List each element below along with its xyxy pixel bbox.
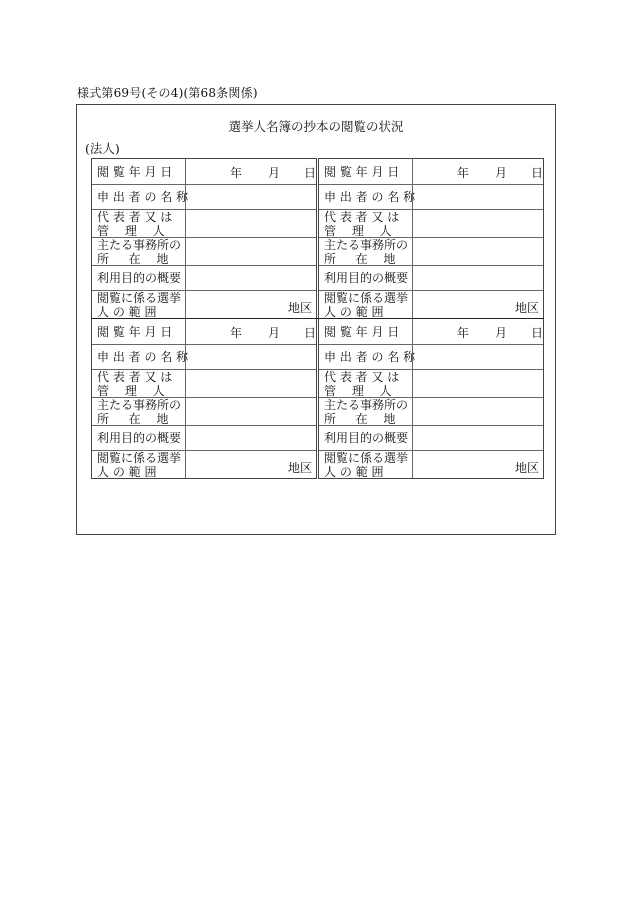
row-office-location xyxy=(319,237,543,265)
applicant-name-label xyxy=(92,345,189,369)
row-applicant-name xyxy=(319,184,543,209)
row-purpose xyxy=(319,425,543,450)
voter-scope-label xyxy=(92,291,186,318)
row-representative xyxy=(319,209,543,237)
row-inspection-date xyxy=(319,159,543,184)
inspection-date-field[interactable] xyxy=(413,159,543,184)
label-text: 利用目的の概要 xyxy=(324,271,409,285)
month-unit: 月 xyxy=(495,326,508,340)
area-unit: 地区 xyxy=(287,461,312,475)
label-text: 人 の 範 囲 xyxy=(324,464,384,479)
voter-scope-label xyxy=(92,451,186,478)
label-text: 所 在 地 xyxy=(97,411,169,426)
row-representative xyxy=(92,369,316,397)
label-text: 主たる事務所の xyxy=(97,397,182,412)
representative-label xyxy=(92,210,186,237)
category-label: (法人) xyxy=(85,141,120,156)
record-block xyxy=(91,318,544,479)
label-text: 所 在 地 xyxy=(324,411,396,426)
label-text: 管 理 人 xyxy=(324,223,392,238)
row-office-location xyxy=(92,237,316,265)
voter-scope-label xyxy=(319,291,413,318)
inspection-date-label xyxy=(319,159,413,184)
office-location-label xyxy=(92,398,186,425)
row-applicant-name xyxy=(319,344,543,369)
applicant-name-label xyxy=(92,185,189,209)
inspection-table xyxy=(91,158,544,479)
label-text: 人 の 範 囲 xyxy=(97,464,157,479)
area-unit: 地区 xyxy=(514,301,539,315)
row-applicant-name xyxy=(92,184,316,209)
label-text: 主たる事務所の xyxy=(324,397,409,412)
office-location-field[interactable] xyxy=(413,238,543,265)
day-unit: 日 xyxy=(531,326,544,340)
label-text: 閲 覧 年 月 日 xyxy=(97,164,173,179)
representative-field[interactable] xyxy=(413,370,543,397)
label-text: 閲 覧 年 月 日 xyxy=(97,324,173,339)
representative-field[interactable] xyxy=(413,210,543,237)
representative-field[interactable] xyxy=(186,210,316,237)
inspection-date-label xyxy=(319,319,413,344)
purpose-label xyxy=(319,266,413,290)
representative-field[interactable] xyxy=(186,370,316,397)
purpose-label xyxy=(319,426,413,450)
row-office-location xyxy=(319,397,543,425)
applicant-name-label xyxy=(319,345,416,369)
purpose-field[interactable] xyxy=(413,426,543,450)
month-unit: 月 xyxy=(268,326,281,340)
month-unit: 月 xyxy=(495,166,508,180)
year-unit: 年 xyxy=(457,166,470,180)
row-voter-scope xyxy=(319,450,543,478)
record-column-left xyxy=(91,319,317,479)
purpose-label xyxy=(92,426,186,450)
row-voter-scope xyxy=(319,290,543,318)
purpose-field[interactable] xyxy=(413,266,543,290)
area-unit: 地区 xyxy=(514,461,539,475)
label-text: 利用目的の概要 xyxy=(324,431,409,445)
office-location-label xyxy=(319,238,413,265)
month-unit: 月 xyxy=(268,166,281,180)
row-purpose xyxy=(92,265,316,290)
voter-scope-field[interactable] xyxy=(186,291,316,318)
voter-scope-label xyxy=(319,451,413,478)
label-text: 人 の 範 囲 xyxy=(324,304,384,319)
applicant-name-field[interactable] xyxy=(413,185,543,209)
label-text: 主たる事務所の xyxy=(324,237,409,252)
inspection-date-field[interactable] xyxy=(413,319,543,344)
representative-label xyxy=(319,210,413,237)
year-unit: 年 xyxy=(230,326,243,340)
row-representative xyxy=(92,209,316,237)
row-applicant-name xyxy=(92,344,316,369)
purpose-field[interactable] xyxy=(186,266,316,290)
office-location-field[interactable] xyxy=(186,238,316,265)
label-text: 代 表 者 又 は xyxy=(97,369,173,384)
label-text: 閲覧に係る選挙 xyxy=(324,290,409,305)
applicant-name-field[interactable] xyxy=(186,345,316,369)
label-text: 閲 覧 年 月 日 xyxy=(324,324,400,339)
inspection-date-field[interactable] xyxy=(186,159,316,184)
inspection-date-field[interactable] xyxy=(186,319,316,344)
applicant-name-label xyxy=(319,185,416,209)
label-text: 所 在 地 xyxy=(324,251,396,266)
day-unit: 日 xyxy=(304,326,317,340)
purpose-field[interactable] xyxy=(186,426,316,450)
document-title: 選挙人名簿の抄本の閲覧の状況 xyxy=(228,119,404,134)
label-text: 代 表 者 又 は xyxy=(324,369,400,384)
form-frame xyxy=(76,104,556,535)
label-text: 利用目的の概要 xyxy=(97,271,182,285)
label-text: 利用目的の概要 xyxy=(97,431,182,445)
voter-scope-field[interactable] xyxy=(413,451,543,478)
label-text: 閲 覧 年 月 日 xyxy=(324,164,400,179)
area-unit: 地区 xyxy=(287,301,312,315)
row-representative xyxy=(319,369,543,397)
office-location-field[interactable] xyxy=(186,398,316,425)
record-column-right xyxy=(318,158,544,318)
label-text: 代 表 者 又 は xyxy=(97,209,173,224)
office-location-label xyxy=(319,398,413,425)
row-inspection-date xyxy=(319,319,543,344)
row-voter-scope xyxy=(92,290,316,318)
row-purpose xyxy=(92,425,316,450)
label-text: 代 表 者 又 は xyxy=(324,209,400,224)
label-text: 申 出 者 の 名 称 xyxy=(324,190,416,204)
row-office-location xyxy=(92,397,316,425)
year-unit: 年 xyxy=(457,326,470,340)
label-text: 申 出 者 の 名 称 xyxy=(97,350,189,364)
inspection-date-label xyxy=(92,159,186,184)
purpose-label xyxy=(92,266,186,290)
row-purpose xyxy=(319,265,543,290)
office-location-label xyxy=(92,238,186,265)
label-text: 閲覧に係る選挙 xyxy=(97,450,182,465)
label-text: 閲覧に係る選挙 xyxy=(97,290,182,305)
record-column-left xyxy=(91,158,317,318)
record-column-right xyxy=(318,319,544,479)
applicant-name-field[interactable] xyxy=(186,185,316,209)
label-text: 管 理 人 xyxy=(97,223,165,238)
row-voter-scope xyxy=(92,450,316,478)
label-text: 申 出 者 の 名 称 xyxy=(97,190,189,204)
office-location-field[interactable] xyxy=(413,398,543,425)
year-unit: 年 xyxy=(230,166,243,180)
label-text: 閲覧に係る選挙 xyxy=(324,450,409,465)
day-unit: 日 xyxy=(304,166,317,180)
label-text: 人 の 範 囲 xyxy=(97,304,157,319)
day-unit: 日 xyxy=(531,166,544,180)
representative-label xyxy=(92,370,186,397)
label-text: 主たる事務所の xyxy=(97,237,182,252)
label-text: 管 理 人 xyxy=(97,383,165,398)
form-number: 様式第69号(その4)(第68条関係) xyxy=(77,86,258,100)
applicant-name-field[interactable] xyxy=(413,345,543,369)
inspection-date-label xyxy=(92,319,186,344)
label-text: 所 在 地 xyxy=(97,251,169,266)
label-text: 管 理 人 xyxy=(324,383,392,398)
representative-label xyxy=(319,370,413,397)
row-inspection-date xyxy=(92,319,316,344)
label-text: 申 出 者 の 名 称 xyxy=(324,350,416,364)
voter-scope-field[interactable] xyxy=(186,451,316,478)
record-block xyxy=(91,158,544,318)
voter-scope-field[interactable] xyxy=(413,291,543,318)
row-inspection-date xyxy=(92,159,316,184)
